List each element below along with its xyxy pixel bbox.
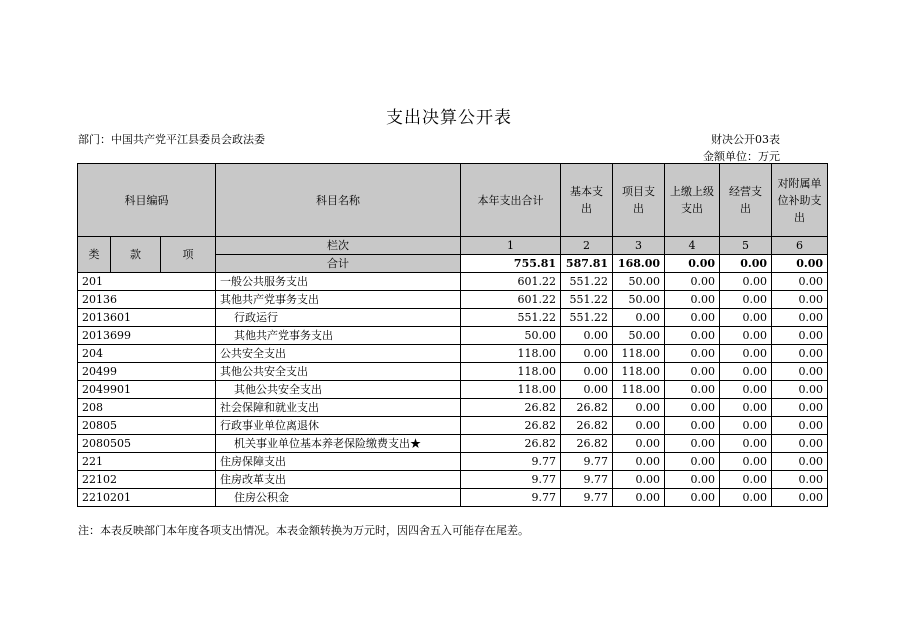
col-number: 6 xyxy=(772,237,828,255)
subject-name: 行政事业单位离退休 xyxy=(216,417,461,435)
subject-name: 其他公共安全支出 xyxy=(216,381,461,399)
table-row xyxy=(78,453,828,471)
amount-cell: 118.00 xyxy=(613,381,665,399)
amount-cell: 26.82 xyxy=(561,399,613,417)
column-number-row xyxy=(78,237,828,255)
amount-cell: 9.77 xyxy=(461,489,561,507)
amount-cell: 0.00 xyxy=(720,327,772,345)
subject-code: 20805 xyxy=(78,417,216,435)
amount-cell: 0.00 xyxy=(772,327,828,345)
amount-cell: 0.00 xyxy=(772,417,828,435)
table-row xyxy=(78,381,828,399)
amount-cell: 0.00 xyxy=(665,309,720,327)
table-row xyxy=(78,327,828,345)
subject-name: 住房保障支出 xyxy=(216,453,461,471)
amount-cell: 0.00 xyxy=(772,345,828,363)
amount-cell: 9.77 xyxy=(561,471,613,489)
table-row xyxy=(78,417,828,435)
amount-cell: 26.82 xyxy=(461,399,561,417)
subject-code: 2210201 xyxy=(78,489,216,507)
amount-cell: 9.77 xyxy=(461,471,561,489)
col-total-header: 本年支出合计 xyxy=(461,164,561,237)
subject-code: 2013699 xyxy=(78,327,216,345)
amount-cell: 601.22 xyxy=(461,291,561,309)
amount-cell: 551.22 xyxy=(461,309,561,327)
amount-cell: 0.00 xyxy=(720,309,772,327)
amount-cell: 0.00 xyxy=(772,309,828,327)
amount-cell: 26.82 xyxy=(461,417,561,435)
total-label: 合计 xyxy=(216,255,461,273)
subject-name: 行政运行 xyxy=(216,309,461,327)
amount-cell: 118.00 xyxy=(461,363,561,381)
amount-cell: 0.00 xyxy=(772,363,828,381)
table-row xyxy=(78,399,828,417)
amount-cell: 551.22 xyxy=(561,309,613,327)
amount-cell: 0.00 xyxy=(772,453,828,471)
amount-cell: 0.00 xyxy=(720,273,772,291)
amount-cell: 0.00 xyxy=(561,345,613,363)
amount-cell: 0.00 xyxy=(613,453,665,471)
total-value: 755.81 xyxy=(461,255,561,273)
total-value: 0.00 xyxy=(720,255,772,273)
subject-name: 其他共产党事务支出 xyxy=(216,291,461,309)
amount-cell: 118.00 xyxy=(461,345,561,363)
amount-cell: 50.00 xyxy=(613,291,665,309)
amount-cell: 118.00 xyxy=(461,381,561,399)
amount-cell: 0.00 xyxy=(665,489,720,507)
amount-cell: 0.00 xyxy=(720,291,772,309)
subject-code: 22102 xyxy=(78,471,216,489)
amount-cell: 0.00 xyxy=(665,327,720,345)
amount-cell: 0.00 xyxy=(772,471,828,489)
col-basic-header: 基本支出 xyxy=(561,164,613,237)
subject-code: 2080505 xyxy=(78,435,216,453)
amount-cell: 0.00 xyxy=(772,381,828,399)
subject-code: 20499 xyxy=(78,363,216,381)
table-note: 注：本表反映部门本年度各项支出情况。本表金额转换为万元时，因四舍五入可能存在尾差。 xyxy=(78,524,529,537)
amount-cell: 0.00 xyxy=(613,489,665,507)
table-row xyxy=(78,309,828,327)
department-label: 部门：中国共产党平江县委员会政法委 xyxy=(78,133,265,146)
amount-cell: 0.00 xyxy=(561,363,613,381)
amount-cell: 26.82 xyxy=(561,417,613,435)
amount-unit: 金额单位：万元 xyxy=(703,150,780,163)
total-value: 0.00 xyxy=(665,255,720,273)
amount-cell: 0.00 xyxy=(720,435,772,453)
header-row xyxy=(78,164,828,237)
amount-cell: 0.00 xyxy=(613,471,665,489)
subject-code: 2049901 xyxy=(78,381,216,399)
table-row xyxy=(78,489,828,507)
subject-name: 一般公共服务支出 xyxy=(216,273,461,291)
amount-cell: 0.00 xyxy=(772,399,828,417)
total-value: 587.81 xyxy=(561,255,613,273)
amount-cell: 118.00 xyxy=(613,363,665,381)
amount-cell: 0.00 xyxy=(772,435,828,453)
subject-name: 其他共产党事务支出 xyxy=(216,327,461,345)
table-row xyxy=(78,273,828,291)
amount-cell: 0.00 xyxy=(665,399,720,417)
table-row xyxy=(78,291,828,309)
amount-cell: 0.00 xyxy=(561,381,613,399)
amount-cell: 0.00 xyxy=(720,399,772,417)
subject-code: 20136 xyxy=(78,291,216,309)
col-upper-header: 上缴上级支出 xyxy=(665,164,720,237)
lei-header: 类 xyxy=(78,237,111,273)
amount-cell: 0.00 xyxy=(613,417,665,435)
amount-cell: 118.00 xyxy=(613,345,665,363)
amount-cell: 0.00 xyxy=(665,453,720,471)
amount-cell: 0.00 xyxy=(665,273,720,291)
subject-name-header: 科目名称 xyxy=(216,164,461,237)
amount-cell: 0.00 xyxy=(665,291,720,309)
amount-cell: 50.00 xyxy=(613,327,665,345)
table-row xyxy=(78,435,828,453)
subject-name: 社会保障和就业支出 xyxy=(216,399,461,417)
amount-cell: 0.00 xyxy=(772,273,828,291)
amount-cell: 0.00 xyxy=(613,399,665,417)
amount-cell: 9.77 xyxy=(461,453,561,471)
amount-cell: 50.00 xyxy=(613,273,665,291)
amount-cell: 0.00 xyxy=(720,489,772,507)
col-business-header: 经营支出 xyxy=(720,164,772,237)
col-number: 2 xyxy=(561,237,613,255)
subject-name: 住房改革支出 xyxy=(216,471,461,489)
page-title: 支出决算公开表 xyxy=(386,108,512,128)
expenditure-table xyxy=(77,163,828,507)
subject-code: 221 xyxy=(78,453,216,471)
subject-name: 机关事业单位基本养老保险缴费支出★ xyxy=(216,435,461,453)
subject-name: 公共安全支出 xyxy=(216,345,461,363)
table-row xyxy=(78,363,828,381)
xiang-header: 项 xyxy=(161,237,216,273)
amount-cell: 0.00 xyxy=(720,471,772,489)
amount-cell: 0.00 xyxy=(561,327,613,345)
col-number: 5 xyxy=(720,237,772,255)
table-row xyxy=(78,471,828,489)
amount-cell: 0.00 xyxy=(720,417,772,435)
lanci-header: 栏次 xyxy=(216,237,461,255)
table-row xyxy=(78,345,828,363)
amount-cell: 0.00 xyxy=(772,489,828,507)
amount-cell: 26.82 xyxy=(461,435,561,453)
form-number: 财决公开03表 xyxy=(711,133,780,146)
subject-code: 201 xyxy=(78,273,216,291)
col-project-header: 项目支出 xyxy=(613,164,665,237)
amount-cell: 0.00 xyxy=(665,381,720,399)
subject-code: 208 xyxy=(78,399,216,417)
col-number: 3 xyxy=(613,237,665,255)
subject-code-header: 科目编码 xyxy=(78,164,216,237)
amount-cell: 0.00 xyxy=(665,345,720,363)
amount-cell: 9.77 xyxy=(561,489,613,507)
amount-cell: 551.22 xyxy=(561,273,613,291)
total-value: 168.00 xyxy=(613,255,665,273)
amount-cell: 0.00 xyxy=(665,435,720,453)
amount-cell: 0.00 xyxy=(772,291,828,309)
amount-cell: 0.00 xyxy=(720,345,772,363)
amount-cell: 0.00 xyxy=(613,309,665,327)
col-number: 4 xyxy=(665,237,720,255)
col-number: 1 xyxy=(461,237,561,255)
amount-cell: 50.00 xyxy=(461,327,561,345)
subject-code: 2013601 xyxy=(78,309,216,327)
amount-cell: 0.00 xyxy=(665,471,720,489)
subject-name: 其他公共安全支出 xyxy=(216,363,461,381)
amount-cell: 0.00 xyxy=(720,363,772,381)
amount-cell: 601.22 xyxy=(461,273,561,291)
subject-code: 204 xyxy=(78,345,216,363)
amount-cell: 0.00 xyxy=(720,381,772,399)
subject-name: 住房公积金 xyxy=(216,489,461,507)
amount-cell: 9.77 xyxy=(561,453,613,471)
amount-cell: 26.82 xyxy=(561,435,613,453)
amount-cell: 0.00 xyxy=(613,435,665,453)
kuan-header: 款 xyxy=(111,237,161,273)
amount-cell: 551.22 xyxy=(561,291,613,309)
total-value: 0.00 xyxy=(772,255,828,273)
amount-cell: 0.00 xyxy=(665,417,720,435)
amount-cell: 0.00 xyxy=(720,453,772,471)
col-subsidy-header: 对附属单位补助支出 xyxy=(772,164,828,237)
amount-cell: 0.00 xyxy=(665,363,720,381)
